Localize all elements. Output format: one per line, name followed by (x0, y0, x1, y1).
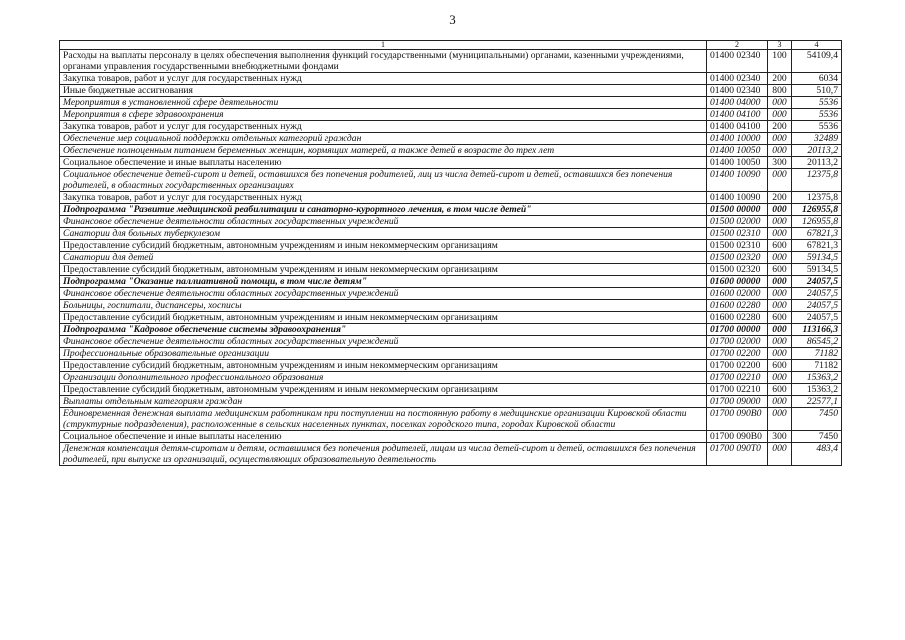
row-name-cell: Финансовое обеспечение деятельности областных государственных учреждений (60, 336, 707, 348)
page-number: 3 (449, 12, 456, 27)
row-expense-type-cell: 300 (768, 157, 792, 169)
table-row (60, 372, 842, 384)
row-sum-cell: 67821,3 (792, 240, 842, 252)
table-row (60, 312, 842, 324)
row-code-cell: 01700 00000 (707, 324, 768, 336)
row-sum-cell: 5536 (792, 97, 842, 109)
row-code-cell: 01400 02340 (707, 73, 768, 85)
table-row (60, 348, 842, 360)
table-row (60, 85, 842, 97)
row-sum-cell: 113166,3 (792, 324, 842, 336)
row-sum-cell: 12375,8 (792, 169, 842, 192)
row-code-cell: 01500 02000 (707, 216, 768, 228)
table-row (60, 431, 842, 443)
header-col-4: 4 (792, 41, 842, 50)
table-row (60, 157, 842, 169)
header-col-1: 1 (60, 41, 707, 50)
row-expense-type-cell: 000 (768, 396, 792, 408)
table-row (60, 443, 842, 466)
row-code-cell: 01700 02200 (707, 360, 768, 372)
row-name-cell: Закупка товаров, работ и услуг для государственных нужд (60, 73, 707, 85)
row-name-cell: Профессиональные образовательные организации (60, 348, 707, 360)
table-row (60, 300, 842, 312)
row-name-cell: Подпрограмма "Развитие медицинской реабилитации и санаторно-курортного лечения, в том числе детей" (60, 204, 707, 216)
table-row (60, 336, 842, 348)
row-name-cell: Предоставление субсидий бюджетным, автономным учреждениям и иным некоммерческим организациям (60, 360, 707, 372)
row-code-cell: 01400 04100 (707, 109, 768, 121)
row-code-cell: 01400 10000 (707, 133, 768, 145)
row-expense-type-cell: 000 (768, 336, 792, 348)
row-sum-cell: 20113,2 (792, 157, 842, 169)
row-sum-cell: 59134,5 (792, 264, 842, 276)
table-header-row (60, 41, 842, 50)
row-sum-cell: 6034 (792, 73, 842, 85)
row-name-cell: Мероприятия в сфере здравоохранения (60, 109, 707, 121)
row-expense-type-cell: 000 (768, 228, 792, 240)
table-row (60, 240, 842, 252)
table-row (60, 324, 842, 336)
row-name-cell: Единовременная денежная выплата медицинским работникам при поступлении на постоянную работу в медицинские организации Кировской области (структурные подразделения), расположенные в сельских населенных пунктах, поселках городского типа, городах Кировской области (60, 408, 707, 431)
row-name-cell: Социальное обеспечение детей-сирот и детей, оставшихся без попечения родителей, лиц из числа детей-сирот и детей, оставшихся без попечения родителей, в областных государственных организациях (60, 169, 707, 192)
row-expense-type-cell: 200 (768, 73, 792, 85)
row-sum-cell: 7450 (792, 431, 842, 443)
row-sum-cell: 126955,8 (792, 204, 842, 216)
row-code-cell: 01700 090В0 (707, 431, 768, 443)
row-code-cell: 01400 02340 (707, 85, 768, 97)
row-sum-cell: 15363,2 (792, 372, 842, 384)
row-expense-type-cell: 000 (768, 169, 792, 192)
table-row (60, 384, 842, 396)
header-col-3: 3 (768, 41, 792, 50)
row-code-cell: 01600 00000 (707, 276, 768, 288)
row-name-cell: Выплаты отдельным категориям граждан (60, 396, 707, 408)
row-code-cell: 01600 02280 (707, 312, 768, 324)
row-code-cell: 01700 02200 (707, 348, 768, 360)
row-expense-type-cell: 000 (768, 443, 792, 466)
row-expense-type-cell: 000 (768, 372, 792, 384)
row-code-cell: 01700 090В0 (707, 408, 768, 431)
table-row (60, 252, 842, 264)
row-code-cell: 01500 02310 (707, 228, 768, 240)
row-sum-cell: 5536 (792, 109, 842, 121)
table-row (60, 408, 842, 431)
row-expense-type-cell: 000 (768, 109, 792, 121)
row-code-cell: 01700 090Т0 (707, 443, 768, 466)
row-expense-type-cell: 000 (768, 300, 792, 312)
table-row (60, 288, 842, 300)
row-name-cell: Расходы на выплаты персоналу в целях обеспечения выполнения функций государственными (муниципальными) органами, казенными учреждениями, органами управления государственными внебюджетными фондами (60, 50, 707, 73)
row-name-cell: Финансовое обеспечение деятельности областных государственных учреждений (60, 288, 707, 300)
row-code-cell: 01500 02320 (707, 252, 768, 264)
table-row (60, 192, 842, 204)
row-sum-cell: 7450 (792, 408, 842, 431)
row-expense-type-cell: 600 (768, 312, 792, 324)
row-expense-type-cell: 000 (768, 348, 792, 360)
row-name-cell: Санатории для больных туберкулезом (60, 228, 707, 240)
row-sum-cell: 86545,2 (792, 336, 842, 348)
budget-table (59, 40, 842, 466)
row-sum-cell: 24057,5 (792, 300, 842, 312)
row-name-cell: Предоставление субсидий бюджетным, автономным учреждениям и иным некоммерческим организациям (60, 384, 707, 396)
row-sum-cell: 126955,8 (792, 216, 842, 228)
row-code-cell: 01400 10090 (707, 192, 768, 204)
row-name-cell: Обеспечение мер социальной поддержки отдельных категорий граждан (60, 133, 707, 145)
row-sum-cell: 12375,8 (792, 192, 842, 204)
table-row (60, 133, 842, 145)
row-expense-type-cell: 600 (768, 240, 792, 252)
row-sum-cell: 483,4 (792, 443, 842, 466)
row-sum-cell: 67821,3 (792, 228, 842, 240)
row-name-cell: Санатории для детей (60, 252, 707, 264)
row-code-cell: 01400 02340 (707, 50, 768, 73)
table-row (60, 50, 842, 73)
row-name-cell: Иные бюджетные ассигнования (60, 85, 707, 97)
table-row (60, 276, 842, 288)
row-expense-type-cell: 000 (768, 408, 792, 431)
table-row (60, 169, 842, 192)
table-row (60, 360, 842, 372)
row-code-cell: 01700 02000 (707, 336, 768, 348)
row-expense-type-cell: 600 (768, 360, 792, 372)
row-sum-cell: 71182 (792, 348, 842, 360)
row-name-cell: Подпрограмма "Оказание паллиативной помощи, в том числе детям" (60, 276, 707, 288)
row-expense-type-cell: 300 (768, 431, 792, 443)
row-expense-type-cell: 600 (768, 384, 792, 396)
row-sum-cell: 32489 (792, 133, 842, 145)
row-code-cell: 01500 00000 (707, 204, 768, 216)
row-name-cell: Подпрограмма "Кадровое обеспечение системы здравоохранения" (60, 324, 707, 336)
row-expense-type-cell: 800 (768, 85, 792, 97)
row-code-cell: 01700 09000 (707, 396, 768, 408)
row-expense-type-cell: 000 (768, 288, 792, 300)
row-sum-cell: 22577,1 (792, 396, 842, 408)
row-expense-type-cell: 600 (768, 264, 792, 276)
table-row (60, 121, 842, 133)
row-sum-cell: 20113,2 (792, 145, 842, 157)
row-expense-type-cell: 100 (768, 50, 792, 73)
row-expense-type-cell: 000 (768, 145, 792, 157)
row-name-cell: Денежная компенсация детям-сиротам и детям, оставшимся без попечения родителей, лицам из числа детей-сирот и детей, оставшихся без попечения родителей, при выпуске из организаций, осуществляющих образовательную деятельность (60, 443, 707, 466)
row-code-cell: 01600 02000 (707, 288, 768, 300)
table-row (60, 97, 842, 109)
row-name-cell: Предоставление субсидий бюджетным, автономным учреждениям и иным некоммерческим организациям (60, 264, 707, 276)
row-name-cell: Предоставление субсидий бюджетным, автономным учреждениям и иным некоммерческим организациям (60, 312, 707, 324)
row-code-cell: 01500 02310 (707, 240, 768, 252)
row-expense-type-cell: 000 (768, 216, 792, 228)
row-name-cell: Социальное обеспечение и иные выплаты населению (60, 431, 707, 443)
row-code-cell: 01400 10090 (707, 169, 768, 192)
row-code-cell: 01700 02210 (707, 372, 768, 384)
row-sum-cell: 24057,5 (792, 288, 842, 300)
header-col-2: 2 (707, 41, 768, 50)
row-sum-cell: 510,7 (792, 85, 842, 97)
row-name-cell: Больницы, госпитали, диспансеры, хосписы (60, 300, 707, 312)
row-sum-cell: 59134,5 (792, 252, 842, 264)
row-name-cell: Закупка товаров, работ и услуг для государственных нужд (60, 121, 707, 133)
row-code-cell: 01700 02210 (707, 384, 768, 396)
row-code-cell: 01600 02280 (707, 300, 768, 312)
table-row (60, 204, 842, 216)
row-code-cell: 01400 04100 (707, 121, 768, 133)
row-name-cell: Социальное обеспечение и иные выплаты населению (60, 157, 707, 169)
row-name-cell: Закупка товаров, работ и услуг для государственных нужд (60, 192, 707, 204)
row-name-cell: Предоставление субсидий бюджетным, автономным учреждениям и иным некоммерческим организациям (60, 240, 707, 252)
row-name-cell: Финансовое обеспечение деятельности областных государственных учреждений (60, 216, 707, 228)
row-expense-type-cell: 000 (768, 276, 792, 288)
table-row (60, 109, 842, 121)
table-row (60, 396, 842, 408)
row-code-cell: 01500 02320 (707, 264, 768, 276)
row-code-cell: 01400 04000 (707, 97, 768, 109)
budget-table-body (60, 41, 842, 466)
table-row (60, 216, 842, 228)
table-row (60, 73, 842, 85)
row-expense-type-cell: 000 (768, 324, 792, 336)
table-row (60, 145, 842, 157)
table-row (60, 228, 842, 240)
row-name-cell: Обеспечение полноценным питанием беременных женщин, кормящих матерей, а также детей в возрасте до трех лет (60, 145, 707, 157)
row-expense-type-cell: 200 (768, 121, 792, 133)
row-name-cell: Мероприятия в установленной сфере деятельности (60, 97, 707, 109)
row-sum-cell: 24057,5 (792, 276, 842, 288)
row-sum-cell: 24057,5 (792, 312, 842, 324)
row-sum-cell: 54109,4 (792, 50, 842, 73)
row-code-cell: 01400 10050 (707, 157, 768, 169)
row-sum-cell: 5536 (792, 121, 842, 133)
row-expense-type-cell: 200 (768, 192, 792, 204)
row-expense-type-cell: 000 (768, 252, 792, 264)
row-name-cell: Организации дополнительного профессионального образования (60, 372, 707, 384)
row-expense-type-cell: 000 (768, 133, 792, 145)
table-row (60, 264, 842, 276)
row-sum-cell: 71182 (792, 360, 842, 372)
row-expense-type-cell: 000 (768, 204, 792, 216)
row-sum-cell: 15363,2 (792, 384, 842, 396)
row-code-cell: 01400 10050 (707, 145, 768, 157)
row-expense-type-cell: 000 (768, 97, 792, 109)
